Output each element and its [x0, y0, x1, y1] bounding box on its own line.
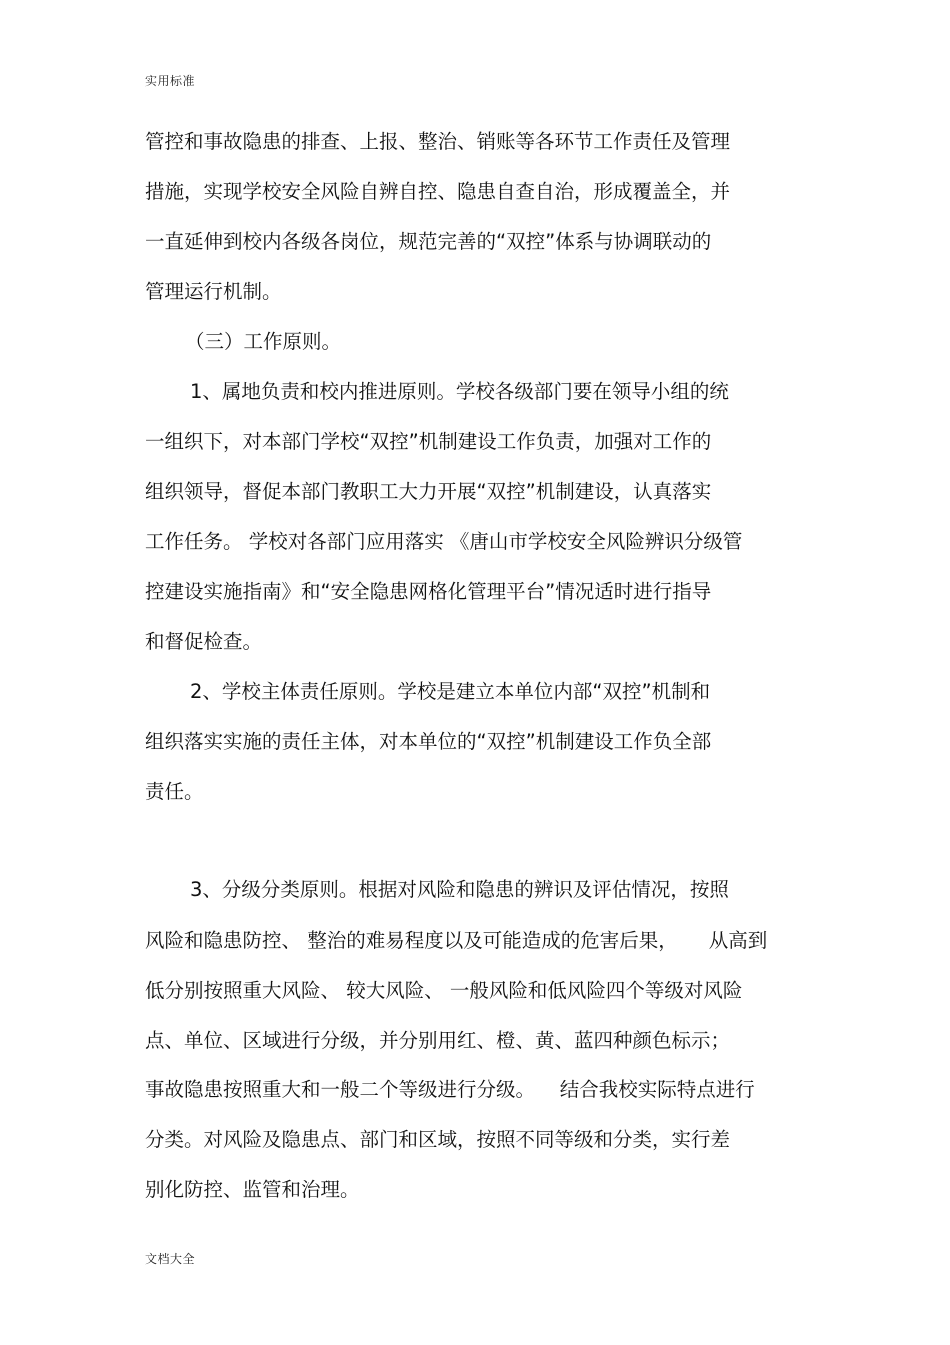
page-footer-label: 文档大全 — [145, 1252, 196, 1266]
body-line: 措施，实现学校安全风险自辨自控、隐患自查自治，形成覆盖全，并 — [145, 180, 731, 203]
body-line: 风险和隐患防控、 整治的难易程度以及可能造成的危害后果， 从高到 — [145, 929, 768, 952]
body-line: 工作任务。 学校对各部门应用落实 《唐山市学校安全风险辨识分级管 — [145, 530, 743, 553]
body-line: 责任。 — [145, 780, 204, 803]
body-line: 组织落实实施的责任主体，对本单位的“双控”机制建设工作负全部 — [145, 730, 712, 753]
paragraph-start-line: 3、分级分类原则。根据对风险和隐患的辨识及评估情况，按照 — [190, 878, 729, 901]
paragraph-start-line: 2、学校主体责任原则。学校是建立本单位内部“双控”机制和 — [190, 680, 711, 703]
page-header-label: 实用标准 — [145, 74, 196, 88]
body-line: 分类。对风险及隐患点、部门和区域，按照不同等级和分类，实行差 — [145, 1128, 731, 1151]
body-line: 和督促检查。 — [145, 630, 263, 653]
body-line: 管理运行机制。 — [145, 280, 282, 303]
body-line: 一直延伸到校内各级各岗位，规范完善的“双控”体系与协调联动的 — [145, 230, 712, 253]
section-heading: （三）工作原则。 — [185, 330, 342, 353]
body-line: 点、单位、区域进行分级，并分别用红、橙、黄、蓝四种颜色标示； — [145, 1029, 731, 1052]
paragraph-start-line: 1、属地负责和校内推进原则。学校各级部门要在领导小组的统 — [190, 380, 729, 403]
body-line: 控建设实施指南》和“安全隐患网格化管理平台”情况适时进行指导 — [145, 580, 712, 603]
body-line: 低分别按照重大风险、 较大风险、 一般风险和低风险四个等级对风险 — [145, 979, 743, 1002]
body-line: 事故隐患按照重大和一般二个等级进行分级。 结合我校实际特点进行 — [145, 1078, 755, 1101]
body-line: 别化防控、监管和治理。 — [145, 1178, 360, 1201]
body-line: 一组织下，对本部门学校“双控”机制建设工作负责，加强对工作的 — [145, 430, 712, 453]
body-line: 管控和事故隐患的排查、上报、整治、销账等各环节工作责任及管理 — [145, 130, 731, 153]
body-line: 组织领导，督促本部门教职工大力开展“双控”机制建设，认真落实 — [145, 480, 712, 503]
